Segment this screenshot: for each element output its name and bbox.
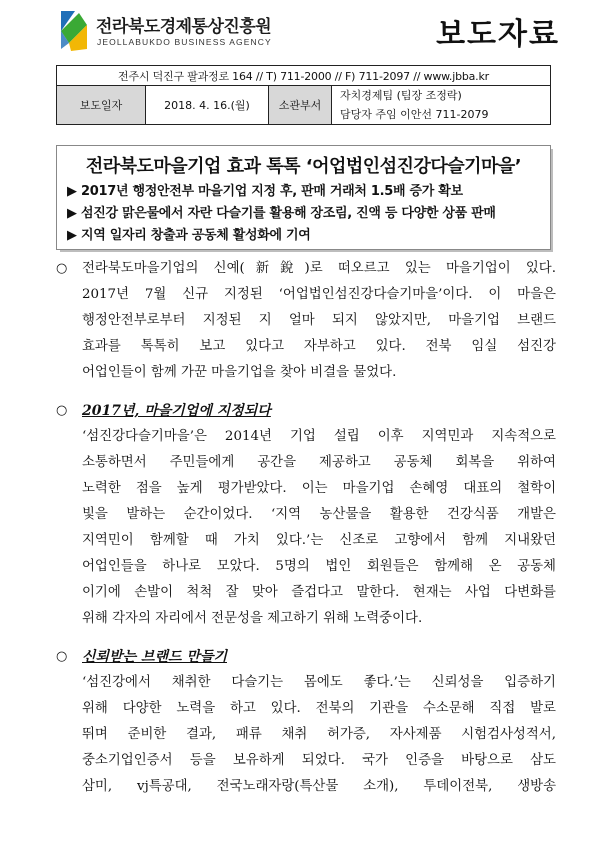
text-line: 2017년 7월 신규 지정된 ‘어업법인섬진강다슬기마을’이다. 이 마을은 [82,287,556,302]
triangle-bullet-icon: ▶ [67,228,77,243]
article-body [56,256,556,800]
document-type-title: 보도자료 [436,17,560,52]
headline-box [56,145,551,250]
triangle-bullet-icon: ▶ [67,184,77,199]
text-line: ‘섬진강에서 채취한 다슬기는 몸에도 좋다.’는 신뢰성을 입증하기 [82,675,556,690]
triangle-bullet-icon: ▶ [67,206,77,221]
department-team: 자치경제팀 (팀장 조정락) [340,89,462,102]
department-label: 소관부서 [269,86,332,125]
section-heading: ○ 2017년, 마을기업에 지정되다 [56,398,556,424]
text-line: 전라북도마을기업의 신예(新銳)로 떠오르고 있는 마을기업이 있다. [82,261,556,276]
circle-bullet-icon: ○ [56,649,68,664]
circle-bullet-icon: ○ [56,403,68,418]
headline-title: 전라북도마을기업 효과 톡톡 ‘어업법인섬진강다슬기마을’ [85,156,522,177]
section-heading: ○ 신뢰받는 브랜드 만들기 [56,644,556,670]
text-line: 소통하면서 주민들에게 공간을 제공하고 공동체 회복을 위하여 [82,455,556,470]
agency-logo-icon [57,9,91,53]
headline-bullet: ▶ 지역 일자리 창출과 공동체 활성화에 기여 [67,225,496,247]
agency-name: 전라북도경제통상진흥원 [96,17,272,37]
text-line: 빛을 발하는 순간이었다. ‘지역 농산물을 활용한 건강식품 개발은 [82,507,556,522]
text-line: 행정안전부로부터 지정된 지 얼마 되지 않았지만, 마을기업 브랜드 [82,313,556,328]
press-info-table [56,65,551,125]
text-line: ‘섬진강다슬기마을’은 2014년 기업 설립 이후 지역민과 지속적으로 [82,429,556,444]
agency-name-english: JEOLLABUKDO BUSINESS AGENCY [97,37,272,47]
text-line: 중소기업인증서 등을 보유하게 되었다. 국가 인증을 바탕으로 삼도 [82,753,556,768]
department-contact [332,86,551,125]
headline-bullet: ▶ 섬진강 맑은물에서 자란 다슬기를 활용해 장조림, 진액 등 다양한 상품 판매 [67,203,496,225]
text-line: 지역민이 함께할 때 가치 있다.’는 신조로 고향에서 함께 지내왔던 [82,533,556,548]
release-date-value: 2018. 4. 16.(월) [146,86,269,125]
text-line: 어업인들을 하나로 모았다. 5명의 법인 회원들은 함께해 온 공동체 [82,559,556,574]
section2-paragraph [56,670,556,800]
text-line: 노력한 점을 높게 평가받았다. 이는 마을기업 손혜영 대표의 철학이 [82,481,556,496]
text-line: 어업인들이 함께 가꾼 마을기업을 찾아 비결을 물었다. [82,365,397,380]
department-staff: 담당자 주임 이안선 711-2079 [340,108,489,121]
text-line: 삼미, vj특공대, 전국노래자랑(특산물 소개), 투데이전북, 생방송 [82,779,556,794]
release-date-label: 보도일자 [57,86,146,125]
contact-address: 전주시 덕진구 팔과정로 164 // T) 711-2000 // F) 711-2097 // www.jbba.kr [57,66,551,86]
headline-bullets [67,181,496,247]
text-line: 뛰며 준비한 결과, 패류 채취 허가증, 자사제품 시험검사성적서, [82,727,556,742]
text-line: 효과를 톡톡히 보고 있다고 자부하고 있다. 전북 임실 섬진강 [82,339,556,354]
section1-paragraph [56,424,556,632]
text-line: 이기에 손발이 척척 잘 맞아 즐겁다고 말한다. 현재는 사업 다변화를 [82,585,556,600]
page-header [0,0,600,70]
intro-paragraph [56,256,556,386]
circle-bullet-icon: ○ [56,261,68,276]
headline-bullet: ▶ 2017년 행정안전부 마을기업 지정 후, 판매 거래처 1.5배 증가 확보 [67,181,496,203]
text-line: 위해 각자의 자리에서 전문성을 제고하기 위해 노력중이다. [82,611,423,626]
text-line: 위해 다양한 노력을 하고 있다. 전북의 기관을 수소문해 직접 발로 [82,701,556,716]
